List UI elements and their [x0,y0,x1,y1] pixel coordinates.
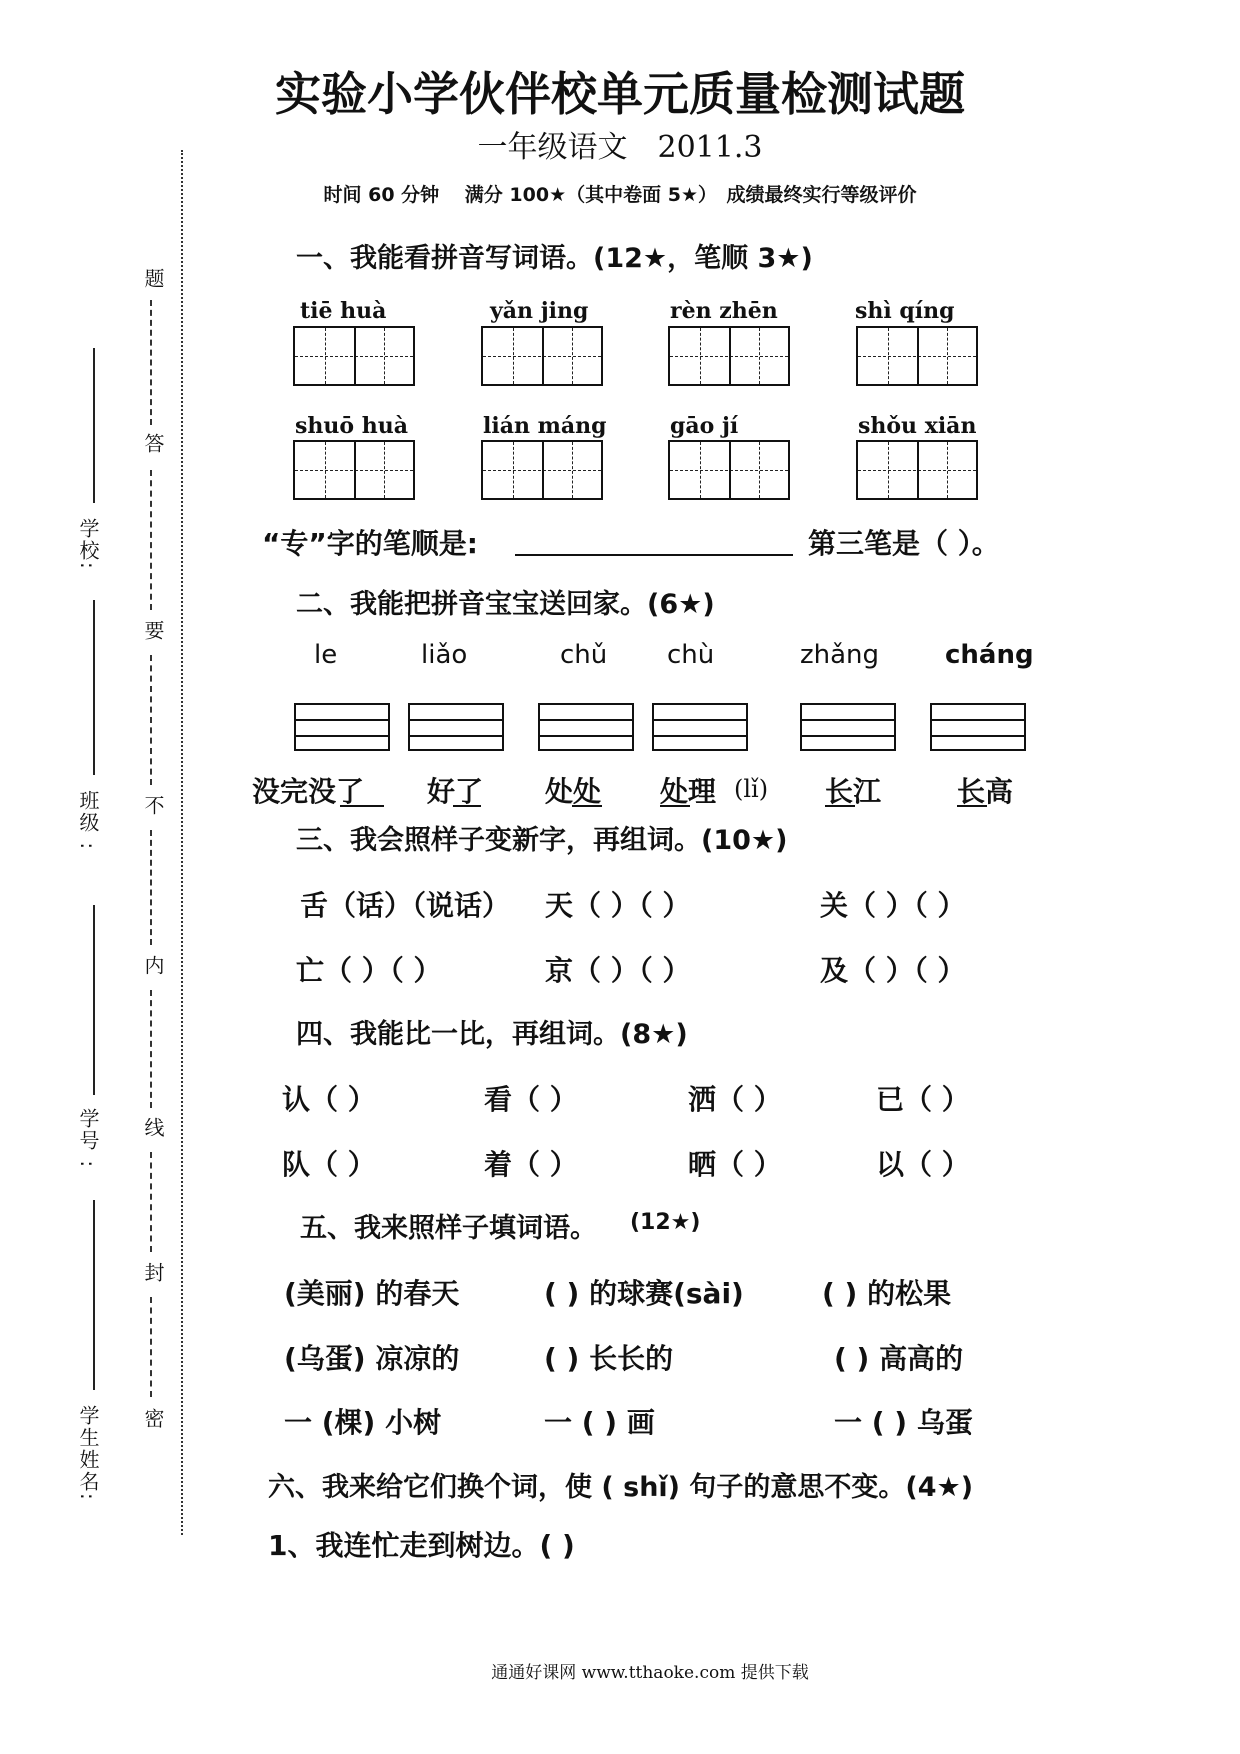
compare-item[interactable]: 晒（ ） [688,1148,782,1181]
four-line-grid[interactable] [538,703,634,751]
word-item: 好了 [427,775,484,808]
class-line[interactable] [93,600,95,775]
target-underline [957,805,987,807]
char-item[interactable]: 京（ ）（ ） [545,954,691,987]
section5-heading: 五、我来照样子填词语。 [300,1213,597,1244]
target-underline [825,805,855,807]
writing-grid[interactable] [481,326,603,386]
pinyin-word: liǎo [421,640,468,670]
page-subtitle: 一年级语文 2011.3 [477,130,763,165]
student-number-line[interactable] [93,905,95,1095]
char-item: 舌（话）（说话） [300,889,511,922]
writing-grid[interactable] [293,440,415,500]
section2-heading: 二、我能把拼音宝宝送回家。(6★) [296,589,715,620]
student-name-label: 学生姓名: [76,1405,100,1502]
char-item[interactable]: 及（ ）（ ） [820,954,966,987]
pinyin-label: yǎn jing [490,298,589,324]
compare-item[interactable]: 以（ ） [876,1148,970,1181]
compare-item[interactable]: 队（ ） [282,1148,376,1181]
pinyin-word: cháng [945,640,1034,670]
seal-line [150,1152,152,1252]
section4-heading: 四、我能比一比，再组词。(8★) [296,1019,688,1050]
section6-heading: 六、我来给它们换个词，使 ( shǐ) 句子的意思不变。(4★) [268,1472,974,1503]
binding-dotted-line [181,150,183,1535]
writing-grid[interactable] [856,440,978,500]
writing-grid[interactable] [668,440,790,500]
target-underline [572,805,602,807]
word-item: 处理 [660,775,717,808]
word-item-pinyin: (lǐ) [734,775,769,803]
char-item[interactable]: 天（ ）（ ） [545,889,691,922]
word-item: 处处 [545,775,602,808]
pinyin-word: le [314,640,338,670]
target-underline [660,805,690,807]
fill-item[interactable]: ( ) 的球赛(sài) [544,1277,744,1310]
footer-source: 通通好课网 www.tthaoke.com 提供下载 [491,1663,809,1683]
seal-char: 答 [141,433,165,455]
seal-char: 题 [141,268,165,290]
exam-info: 时间 60 分钟 满分 100★（其中卷面 5★） 成绩最终实行等级评价 [323,184,917,206]
third-stroke-question: 第三笔是（ ）。 [808,527,1000,560]
word-item: 长高 [957,775,1014,808]
compare-item[interactable]: 着（ ） [484,1148,578,1181]
seal-char: 封 [141,1262,165,1284]
section6-question-1[interactable]: 1、我连忙走到树边。( ) [268,1529,575,1562]
compare-item[interactable]: 洒（ ） [688,1083,782,1116]
compare-item[interactable]: 已（ ） [876,1083,970,1116]
fill-item[interactable]: 一 ( ) 画 [544,1406,655,1439]
pinyin-label: rèn zhēn [670,298,778,324]
fill-item[interactable]: ( ) 的松果 [822,1277,952,1310]
compare-item[interactable]: 看（ ） [484,1083,578,1116]
stroke-order-question: “专”字的笔顺是: [262,527,479,560]
writing-grid[interactable] [293,326,415,386]
pinyin-label: gāo jí [670,413,739,439]
word-item: 长江 [825,775,882,808]
pinyin-label: shǒu xiān [858,413,977,439]
fill-item: (美丽) 的春天 [284,1277,460,1310]
writing-grid[interactable] [668,326,790,386]
student-name-line[interactable] [93,1200,95,1390]
four-line-grid[interactable] [652,703,748,751]
page-title: 实验小学伙伴校单元质量检测试题 [275,67,965,121]
target-underline [340,805,384,807]
section5-score: (12★) [630,1210,701,1235]
four-line-grid[interactable] [800,703,896,751]
seal-char: 内 [141,955,165,977]
seal-line [150,830,152,945]
fill-item[interactable]: ( ) 高高的 [834,1342,964,1375]
seal-line [150,990,152,1108]
stroke-order-answer-line[interactable] [515,554,793,556]
seal-line [150,655,152,785]
seal-char: 密 [141,1408,165,1430]
section3-heading: 三、我会照样子变新字，再组词。(10★) [296,825,788,856]
student-number-label: 学号 : [76,1108,100,1170]
four-line-grid[interactable] [930,703,1026,751]
class-label: 班级 : [76,790,100,852]
four-line-grid[interactable] [408,703,504,751]
writing-grid[interactable] [856,326,978,386]
four-line-grid[interactable] [294,703,390,751]
pinyin-label: shuō huà [295,413,408,439]
seal-char: 不 [141,795,165,817]
fill-item: 一 (棵) 小树 [284,1406,442,1439]
fill-item[interactable]: ( ) 长长的 [544,1342,674,1375]
writing-grid[interactable] [481,440,603,500]
seal-line [150,470,152,610]
pinyin-label: tiē huà [300,298,387,324]
pinyin-word: chù [667,640,715,670]
target-underline [453,805,481,807]
char-item[interactable]: 关（ ）（ ） [820,889,966,922]
fill-item[interactable]: 一 ( ) 乌蛋 [834,1406,973,1439]
char-item[interactable]: 亡（ ）（ ） [296,954,442,987]
pinyin-label: lián máng [483,413,607,439]
seal-line [150,300,152,425]
pinyin-word: chǔ [560,640,608,670]
compare-item[interactable]: 认（ ） [282,1083,376,1116]
pinyin-label: shì qíng [855,298,955,324]
school-label: 学校: [76,518,100,571]
seal-char: 线 [141,1117,165,1139]
seal-line [150,1297,152,1397]
word-item: 没完没了 [252,775,365,808]
section1-heading: 一、我能看拼音写词语。(12★，笔顺 3★) [296,243,813,274]
fill-item: (乌蛋) 凉凉的 [284,1342,460,1375]
pinyin-word: zhǎng [800,640,880,670]
school-line[interactable] [93,348,95,503]
seal-char: 要 [141,620,165,642]
